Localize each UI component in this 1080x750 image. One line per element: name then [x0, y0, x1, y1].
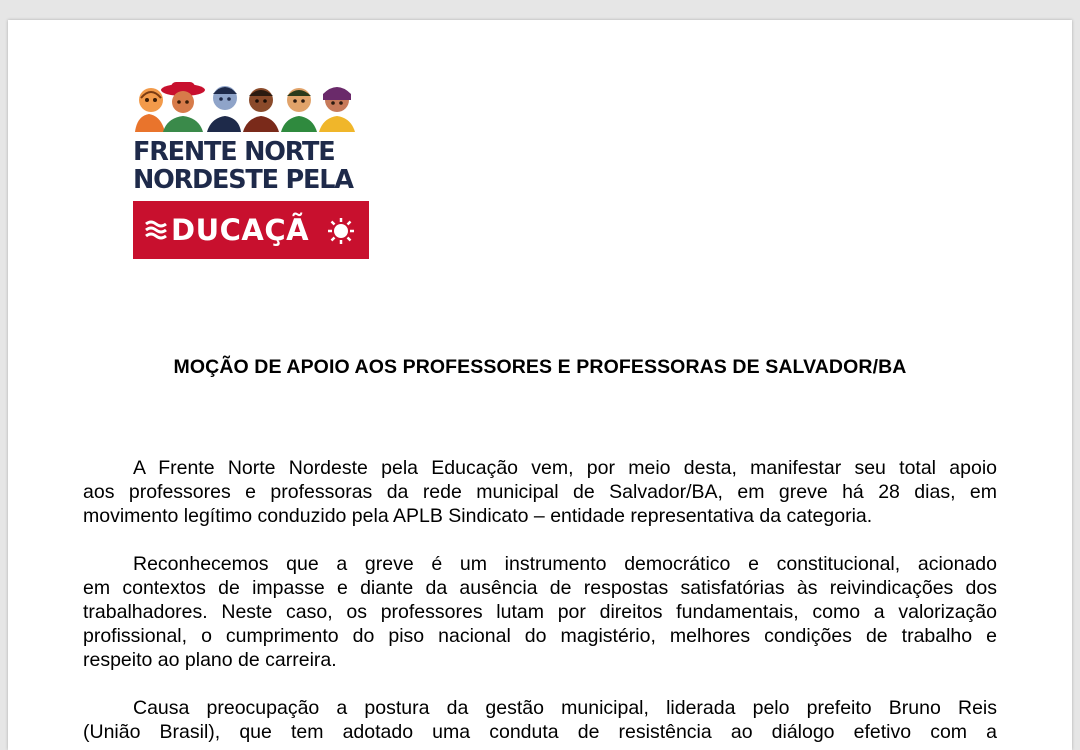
logo-band-word: DUCAÇÃ — [171, 213, 310, 247]
document-title: MOÇÃO DE APOIO AOS PROFESSORES E PROFESSORAS DE SALVADOR/BA — [173, 356, 907, 378]
portraits-illustration — [133, 80, 369, 132]
paragraph-line: movimento legítimo conduzido pela APLB Sindicato – entidade representativa da categoria. — [83, 505, 873, 527]
paragraph-line: (União Brasil), que tem adotado uma conduta de resistência ao diálogo efetivo com a — [83, 721, 997, 743]
paragraph-line: trabalhadores. Neste caso, os professores lutam por direitos fundamentais, como a valorização — [83, 601, 997, 623]
document-page — [8, 20, 1072, 750]
paragraph-line: respeito ao plano de carreira. — [83, 649, 337, 671]
paragraph-line: Reconhecemos que a greve é um instrumento democrático e constitucional, acionado — [133, 553, 997, 575]
paragraph-line: profissional, o cumprimento do piso nacional do magistério, melhores condições de trabalho e — [83, 625, 997, 647]
paragraph-2 — [83, 552, 997, 672]
paragraph-line: Causa preocupação a postura da gestão municipal, liderada pelo prefeito Bruno Reis — [133, 697, 997, 719]
paragraph-line: em contextos de impasse e diante da ausência de respostas satisfatórias às reivindicações dos — [83, 577, 997, 599]
logo-text-line-2: NORDESTE PELA — [133, 165, 353, 195]
document-body — [83, 456, 997, 750]
logo-red-band — [133, 201, 369, 259]
logo-text-line-1: FRENTE NORTE — [133, 137, 335, 167]
paragraph-3 — [83, 696, 997, 744]
waves-icon — [145, 219, 167, 241]
paragraph-1 — [83, 456, 997, 528]
sun-icon — [327, 217, 355, 245]
paragraph-line: A Frente Norte Nordeste pela Educação vem, por meio desta, manifestar seu total apoio — [133, 457, 997, 479]
paragraph-line: aos professores e professoras da rede municipal de Salvador/BA, em greve há 28 dias, em — [83, 481, 997, 503]
